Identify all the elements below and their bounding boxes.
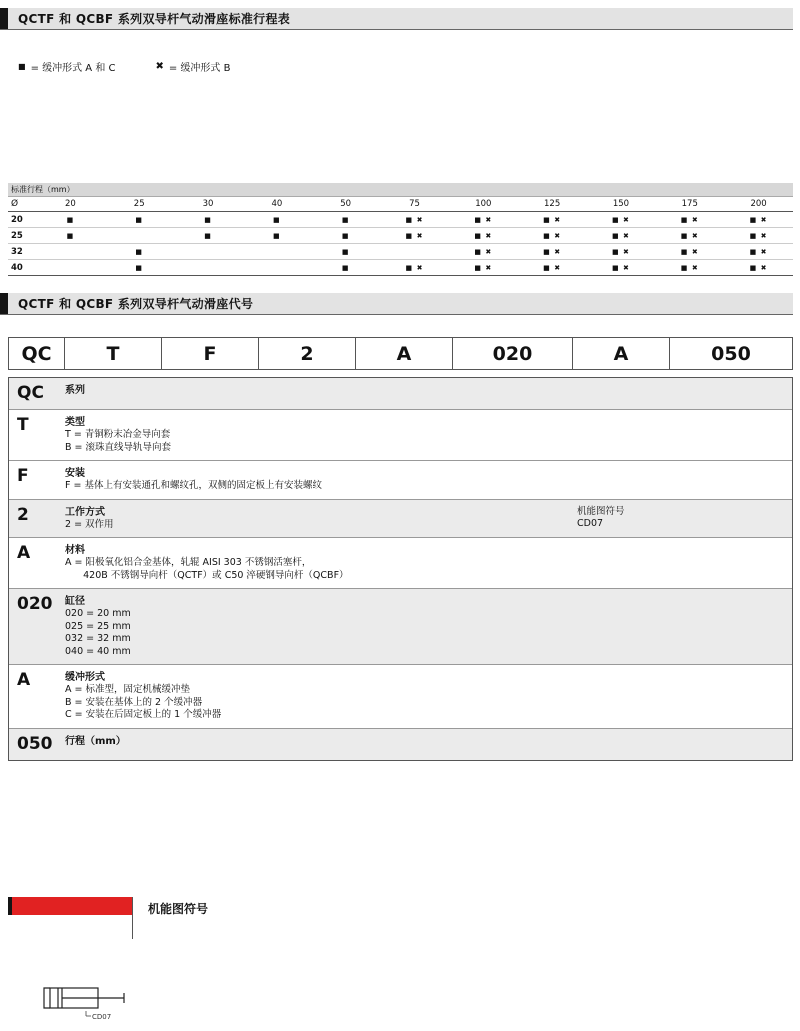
stroke-cell: ■ ✖ — [680, 247, 699, 256]
stroke-cell: ■ ✖ — [405, 231, 424, 240]
code-strip — [8, 337, 793, 370]
stroke-cell: ■ ✖ — [680, 215, 699, 224]
description-line: 020 = 20 mm — [65, 608, 131, 619]
description-cell — [65, 734, 792, 754]
code-box: A — [572, 337, 670, 370]
code-description-row — [9, 378, 792, 410]
stroke-cell: ■ ✖ — [611, 215, 630, 224]
description-cell — [65, 466, 792, 493]
description-cell — [65, 543, 792, 582]
legend-label: = 缓冲形式 A 和 C — [30, 63, 116, 74]
code-box: F — [161, 337, 259, 370]
stroke-cell: ■ — [66, 231, 75, 240]
code-description-row — [9, 665, 792, 729]
stroke-column-header: 125 — [544, 199, 561, 209]
description-line: B = 安装在基体上的 2 个缓冲器 — [65, 696, 203, 708]
cross-marker-icon: ✖ — [155, 61, 164, 72]
code-cell: A — [17, 543, 31, 563]
stroke-column-header: 200 — [750, 199, 767, 209]
stroke-cell: ■ ✖ — [543, 215, 562, 224]
legend-label: = 缓冲形式 B — [168, 63, 231, 74]
stroke-column-header: 20 — [64, 199, 76, 209]
stroke-cell: ■ ✖ — [611, 247, 630, 256]
code-description-row — [9, 461, 792, 500]
legend-item-square — [18, 59, 115, 74]
stroke-table-row — [8, 228, 793, 244]
stroke-cell: ■ — [273, 231, 281, 240]
stroke-column-header: 150 — [612, 199, 630, 209]
stroke-column-header: 50 — [340, 199, 352, 209]
stroke-cell: ■ ✖ — [680, 231, 699, 240]
section-header-stroke-table — [0, 8, 793, 30]
stroke-column-header: 30 — [202, 199, 214, 209]
stroke-table-band-title: 标准行程（mm） — [8, 183, 793, 197]
code-box: A — [355, 337, 453, 370]
description-line: A = 标准型，固定机械缓冲垫 — [65, 684, 190, 695]
description-cell — [65, 415, 792, 454]
description-side-line: CD07 — [577, 518, 604, 529]
section-header-order-code — [0, 293, 793, 315]
header-accent-bar — [0, 8, 8, 29]
cylinder-symbol-code: CD07 — [92, 1013, 112, 1021]
stroke-cell: ■ ✖ — [474, 263, 493, 272]
stroke-column-header: 75 — [409, 199, 420, 209]
description-label: 缓冲形式 — [65, 672, 105, 683]
stroke-cell: ■ — [204, 215, 212, 224]
stroke-cell: ■ — [204, 231, 212, 240]
description-line: T = 青铜粉末冶金导向套 — [65, 429, 171, 440]
description-label: 系列 — [65, 385, 85, 396]
stroke-table-body — [8, 212, 793, 276]
stroke-column-header: 25 — [133, 199, 145, 209]
stroke-section-title: QCTF 和 QCBF 系列双导杆气动滑座标准行程表 — [18, 12, 291, 26]
code-box: 2 — [258, 337, 356, 370]
code-description-row — [9, 538, 792, 589]
code-cell: A — [17, 670, 31, 690]
description-line: 2 = 双作用 — [65, 518, 114, 530]
stroke-cell: ■ — [135, 247, 144, 256]
description-cell — [65, 505, 577, 532]
description-cell — [65, 594, 792, 658]
stroke-cell: ■ ✖ — [543, 231, 562, 240]
description-side — [577, 505, 792, 532]
diameter-cell: 32 — [11, 246, 23, 257]
stroke-table-row — [8, 260, 793, 276]
stroke-table-header-row — [8, 197, 793, 212]
stroke-cell: ■ ✖ — [611, 231, 630, 240]
description-side-line: 机能图符号 — [577, 505, 625, 517]
cylinder-symbol-icon — [40, 984, 130, 1020]
code-box: 050 — [669, 337, 793, 370]
code-description-row — [9, 410, 792, 461]
code-cell: F — [17, 466, 29, 486]
stroke-column-header: 175 — [681, 199, 698, 209]
stroke-cell: ■ ✖ — [611, 263, 630, 272]
stroke-cell: ■ ✖ — [749, 215, 768, 224]
code-box: 020 — [452, 337, 573, 370]
code-description-row — [9, 729, 792, 760]
code-box: T — [64, 337, 162, 370]
description-line: A = 阳极氧化铝合金基体，轧辊 AISI 303 不锈钢活塞杆， — [65, 557, 312, 568]
description-cell — [65, 670, 792, 722]
stroke-cell: ■ ✖ — [405, 215, 424, 224]
description-line: 032 = 32 mm — [65, 633, 131, 644]
stroke-cell: ■ — [273, 215, 281, 224]
code-cell: 020 — [17, 594, 53, 614]
stroke-cell: ■ ✖ — [474, 247, 493, 256]
stroke-cell: ■ ✖ — [474, 231, 493, 240]
stroke-cell: ■ — [135, 263, 144, 272]
stroke-column-header: 100 — [475, 199, 492, 209]
description-line: 040 = 40 mm — [65, 645, 131, 657]
stroke-cell: ■ — [341, 263, 350, 272]
stroke-cell: ■ ✖ — [749, 247, 768, 256]
description-line: B = 滚珠直线导轨导向套 — [65, 441, 172, 453]
diameter-cell: 25 — [11, 230, 23, 241]
header-accent-bar — [0, 293, 8, 314]
description-line: 420B 不锈钢导向杆（QCTF）或 C50 淬硬钢导向杆（QCBF） — [65, 569, 349, 581]
diameter-symbol: Ø — [11, 199, 19, 209]
square-marker-icon: ■ — [18, 62, 26, 71]
description-label: 缸径 — [65, 596, 85, 607]
stroke-table-row — [8, 212, 793, 228]
function-symbol-title: 机能图符号 — [148, 902, 209, 916]
legend — [18, 59, 270, 74]
description-label: 安装 — [65, 468, 85, 479]
code-cell: T — [17, 415, 29, 435]
description-line: C = 安装在后固定板上的 1 个缓冲器 — [65, 709, 222, 720]
code-cell: QC — [17, 383, 44, 403]
stroke-cell: ■ ✖ — [749, 231, 768, 240]
stroke-cell: ■ — [66, 215, 75, 224]
code-cell: 050 — [17, 733, 53, 754]
stroke-cell: ■ ✖ — [749, 263, 768, 272]
diameter-cell: 20 — [11, 214, 23, 225]
stroke-cell: ■ ✖ — [543, 247, 562, 256]
description-line: F = 基体上有安装通孔和螺纹孔，双侧的固定板上有安装螺纹 — [65, 480, 322, 491]
code-section-title: QCTF 和 QCBF 系列双导杆气动滑座代号 — [18, 297, 254, 311]
stroke-cell: ■ — [341, 215, 350, 224]
stroke-table — [8, 183, 793, 276]
stroke-cell: ■ ✖ — [680, 263, 699, 272]
code-description-table — [8, 377, 793, 761]
stroke-table-row — [8, 244, 793, 260]
stroke-cell: ■ — [135, 215, 144, 224]
code-box: QC — [8, 337, 65, 370]
divider-line — [132, 897, 133, 939]
stroke-cell: ■ — [341, 231, 350, 240]
stroke-cell: ■ ✖ — [474, 215, 493, 224]
description-label: 行程（mm） — [65, 735, 126, 747]
stroke-cell: ■ ✖ — [405, 263, 424, 272]
stroke-cell: ■ ✖ — [543, 263, 562, 272]
diameter-cell: 40 — [11, 262, 23, 273]
description-cell — [65, 383, 792, 403]
description-line: 025 = 25 mm — [65, 620, 131, 632]
description-label: 材料 — [65, 545, 85, 556]
code-cell: 2 — [17, 504, 29, 525]
code-description-row — [9, 589, 792, 665]
code-description-row — [9, 500, 792, 539]
stroke-cell: ■ — [341, 247, 350, 256]
stroke-column-header: 40 — [271, 199, 283, 209]
description-label: 工作方式 — [65, 506, 105, 518]
description-label: 类型 — [65, 417, 85, 428]
function-symbol-red-bar — [8, 897, 132, 915]
legend-item-cross — [155, 59, 230, 74]
